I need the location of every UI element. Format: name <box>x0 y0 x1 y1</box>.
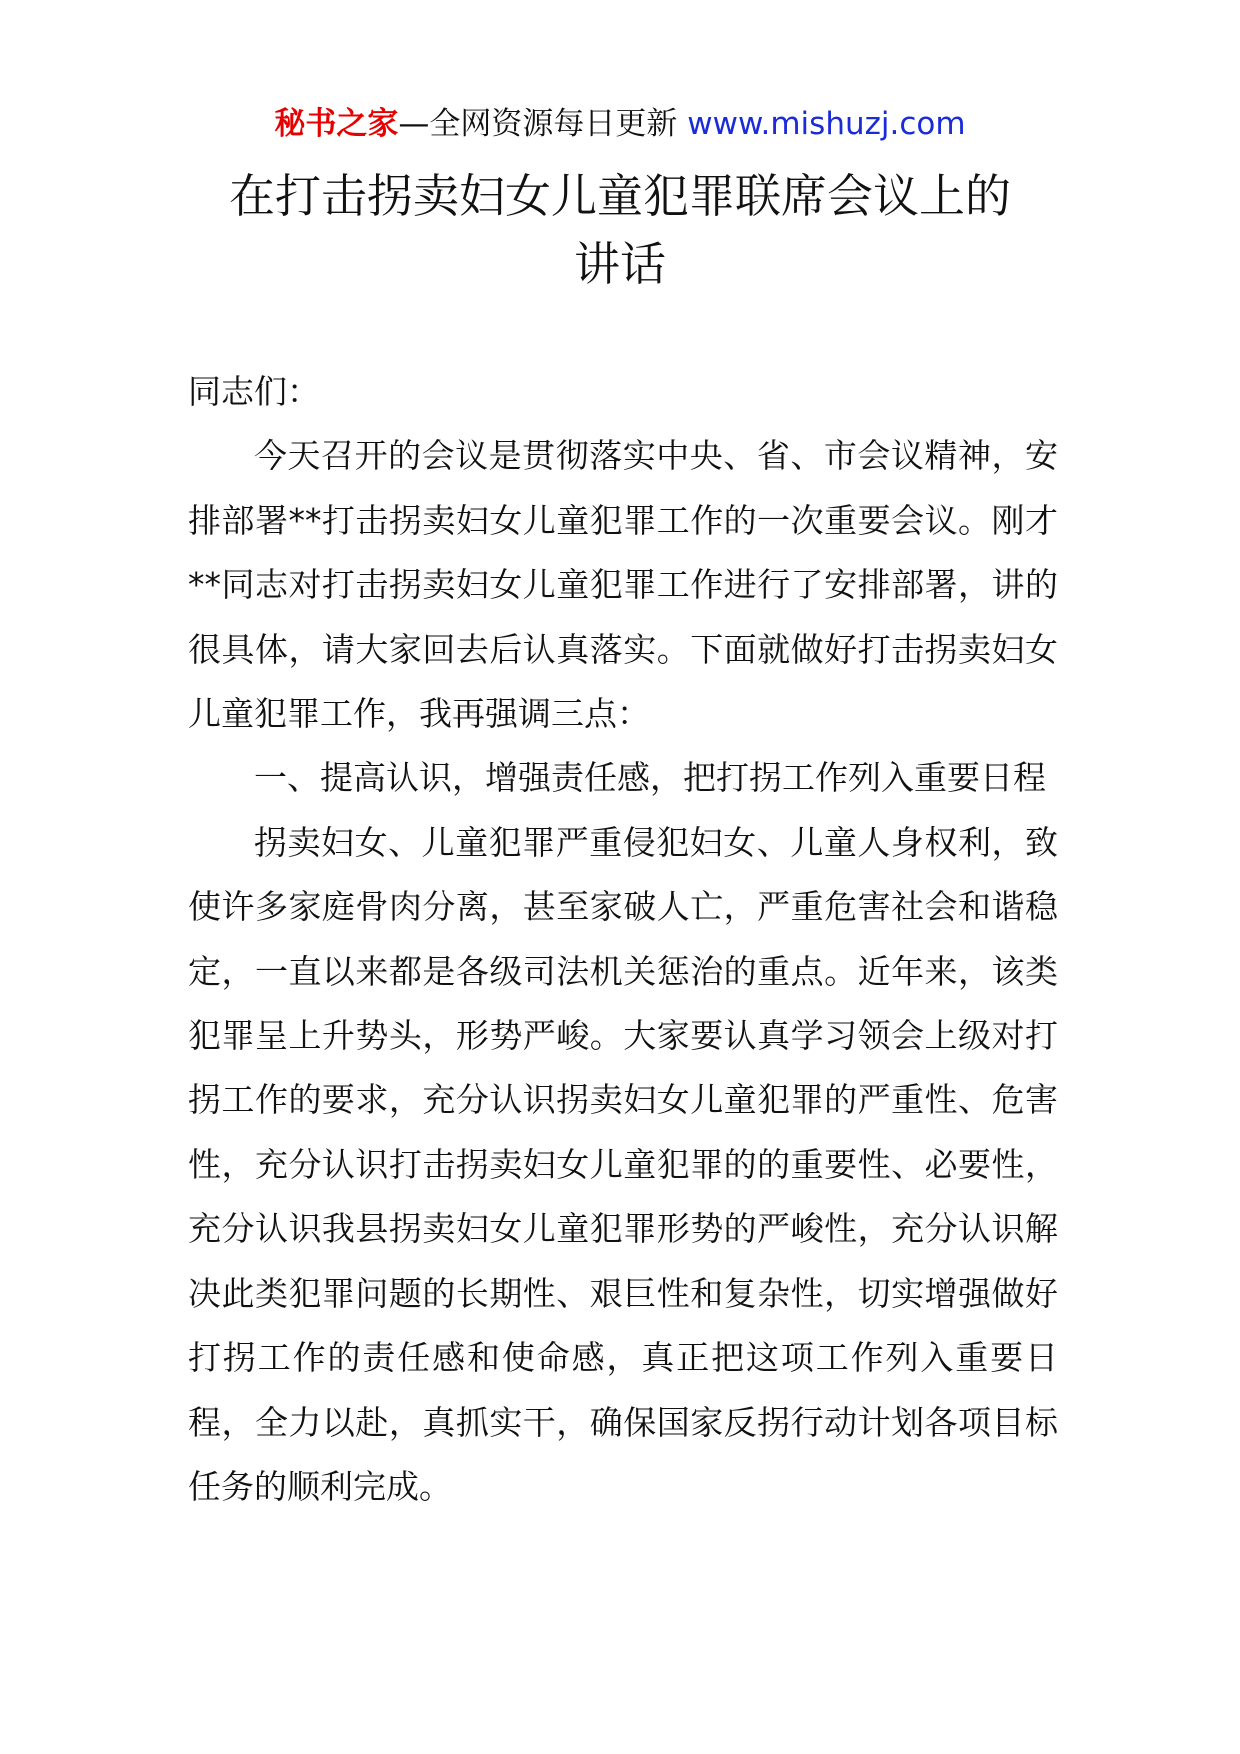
title-line-1: 在打击拐卖妇女儿童犯罪联席会议上的 <box>229 169 1011 223</box>
site-url-link[interactable]: www.mishuzj.com <box>687 106 966 142</box>
paragraph-intro: 今天召开的会议是贯彻落实中央、省、市会议精神，安排部署**打击拐卖妇女儿童犯罪工作的一次重要会议。刚才**同志对打击拐卖妇女儿童犯罪工作进行了安排部署，讲的很具体，请大家回去后认真落实。下面就做好打击拐卖妇女儿童犯罪工作，我再强调三点： <box>188 436 1058 734</box>
paragraph-section-1: 拐卖妇女、儿童犯罪严重侵犯妇女、儿童人身权利，致使许多家庭骨肉分离，甚至家破人亡，严重危害社会和谐稳定，一直以来都是各级司法机关惩治的重点。近年来，该类犯罪呈上升势头，形势严峻。大家要认真学习领会上级对打拐工作的要求，充分认识拐卖妇女儿童犯罪的严重性、危害性，充分认识打击拐卖妇女儿童犯罪的的重要性、必要性，充分认识我县拐卖妇女儿童犯罪形势的严峻性，充分认识解决此类犯罪问题的长期性、艰巨性和复杂性，切实增强做好打拐工作的责任感和使命感，真正把这项工作列入重要日程，全力以赴，真抓实干，确保国家反拐行动计划各项目标任务的顺利完成。 <box>188 822 1058 1506</box>
title-line-2: 讲话 <box>574 237 666 291</box>
site-header <box>0 104 1240 144</box>
document-body <box>188 360 1058 1519</box>
salutation: 同志们： <box>188 372 320 411</box>
section-heading-1: 一、提高认识，增强责任感，把打拐工作列入重要日程 <box>254 758 1046 798</box>
document-title <box>0 162 1240 298</box>
brand-name: 秘书之家 <box>274 106 399 142</box>
header-tagline: —全网资源每日更新 <box>398 106 688 142</box>
